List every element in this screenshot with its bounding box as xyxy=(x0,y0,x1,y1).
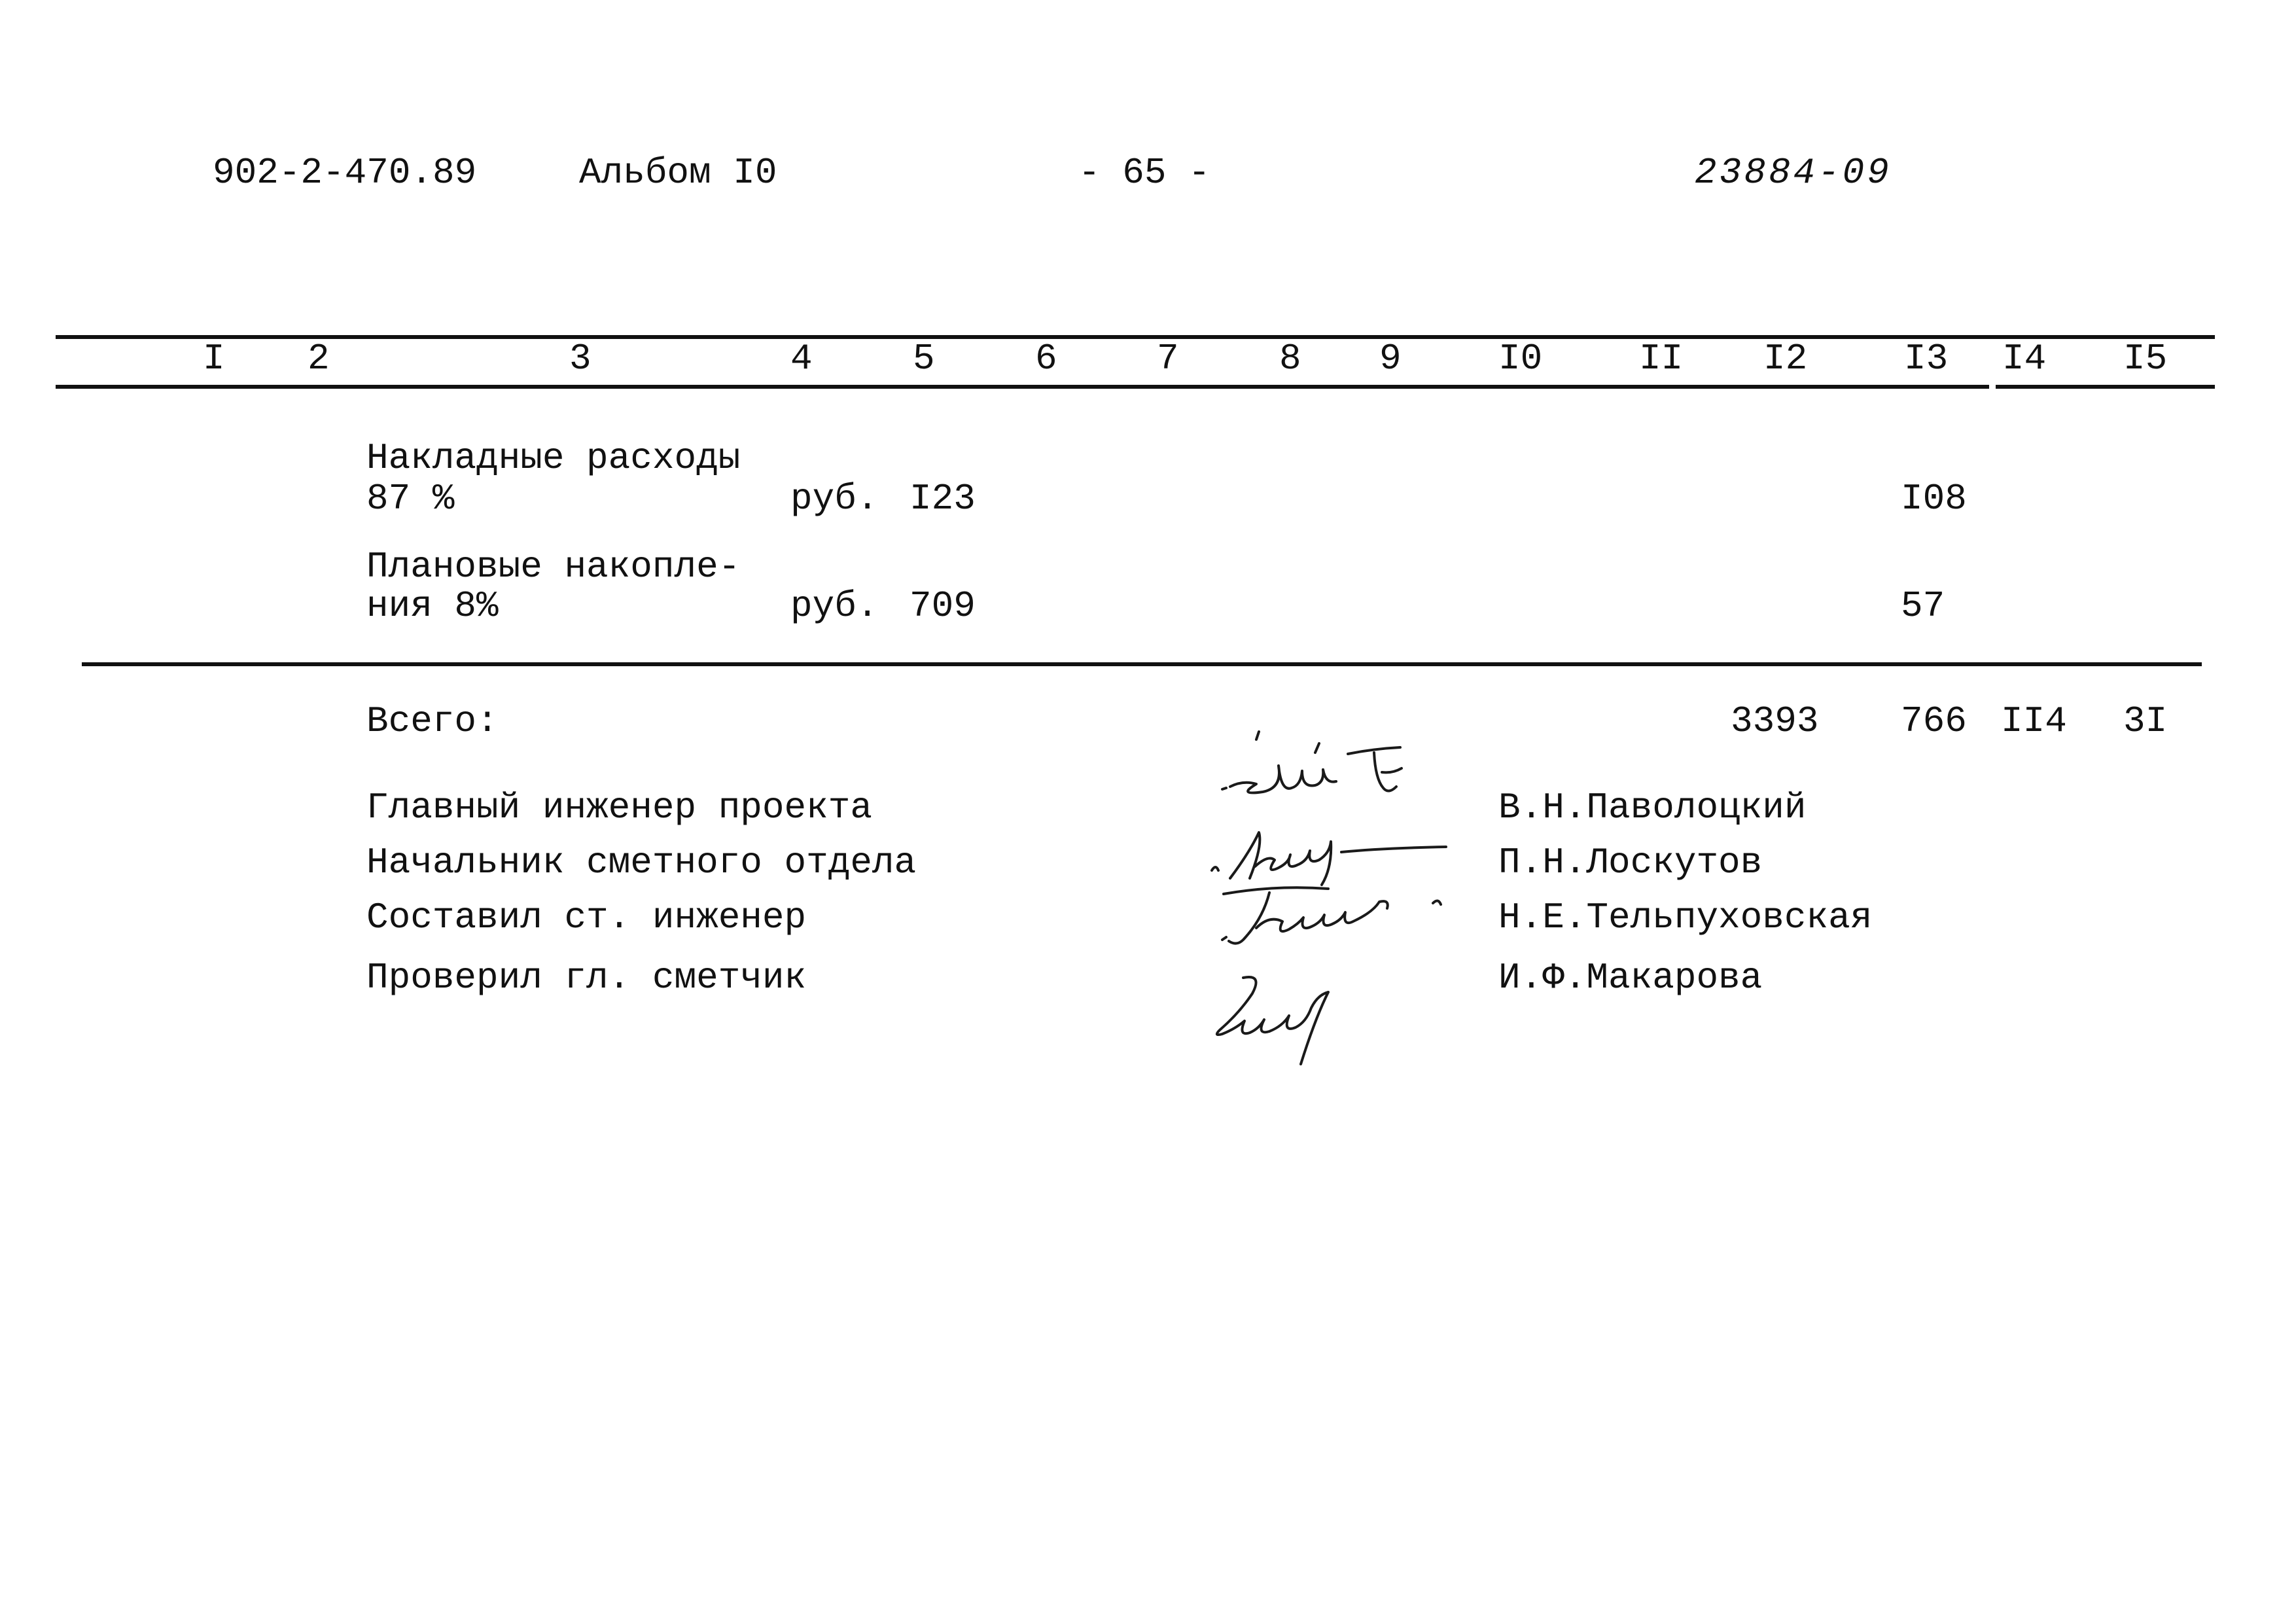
column-header-2: 2 xyxy=(308,338,330,380)
column-header-14: I4 xyxy=(2002,338,2047,380)
total-col15: 3I xyxy=(2123,700,2168,742)
column-header-13: I3 xyxy=(1904,338,1949,380)
signatory-name-checker: И.Ф.Макарова xyxy=(1498,957,1763,999)
total-col13: 766 xyxy=(1901,700,1967,742)
signatory-name-compiler: Н.Е.Тельпуховская xyxy=(1498,897,1873,938)
table-header-rule xyxy=(56,385,1989,389)
table-row-overhead-col13: I08 xyxy=(1901,478,1967,520)
table-row-savings-col5: 709 xyxy=(910,585,976,627)
handwritten-signature-3 xyxy=(1210,877,1459,955)
table-header-rule-right xyxy=(1996,385,2215,389)
total-col12: 3393 xyxy=(1731,700,1819,742)
table-row-overhead-name-line1: Накладные расходы xyxy=(366,437,741,479)
table-row-savings-col13: 57 xyxy=(1901,585,1945,627)
page-number: - 65 - xyxy=(1078,152,1210,194)
total-label: Всего: xyxy=(366,700,499,742)
column-header-8: 8 xyxy=(1279,338,1301,380)
column-header-11: II xyxy=(1639,338,1684,380)
table-total-rule xyxy=(82,662,2202,666)
column-header-9: 9 xyxy=(1379,338,1402,380)
signatory-name-chief-engineer: В.Н.Паволоцкий xyxy=(1498,787,1807,829)
table-row-overhead-name-line2: 87 % xyxy=(366,478,455,520)
table-row-overhead-unit: руб. xyxy=(790,478,879,520)
column-header-6: 6 xyxy=(1035,338,1057,380)
signatory-role-estimate-head: Начальник сметного отдела xyxy=(366,842,917,883)
table-row-savings-name-line2: ния 8% xyxy=(366,585,499,627)
column-header-4: 4 xyxy=(790,338,813,380)
column-header-10: I0 xyxy=(1498,338,1543,380)
signatory-name-estimate-head: П.Н.Лоскутов xyxy=(1498,842,1763,883)
inventory-number: 23884-09 xyxy=(1695,152,1892,194)
signatory-role-compiler: Составил ст. инженер xyxy=(366,897,807,938)
table-row-savings-unit: руб. xyxy=(790,585,879,627)
handwritten-signature-1 xyxy=(1217,726,1439,818)
signatory-role-chief-engineer: Главный инженер проекта xyxy=(366,787,872,829)
signatory-role-checker: Проверил гл. сметчик xyxy=(366,957,807,999)
table-row-savings-name-line1: Плановые накопле- xyxy=(366,546,741,588)
column-header-12: I2 xyxy=(1763,338,1808,380)
column-header-5: 5 xyxy=(913,338,935,380)
handwritten-signature-4 xyxy=(1204,969,1374,1067)
document-code: 902-2-470.89 xyxy=(213,152,477,194)
column-header-7: 7 xyxy=(1157,338,1179,380)
total-col14: II4 xyxy=(2001,700,2067,742)
table-top-rule xyxy=(56,335,2215,339)
column-header-15: I5 xyxy=(2123,338,2168,380)
album-label: Альбом I0 xyxy=(579,152,777,194)
column-header-3: 3 xyxy=(569,338,592,380)
table-row-overhead-col5: I23 xyxy=(910,478,976,520)
column-header-1: I xyxy=(203,338,225,380)
